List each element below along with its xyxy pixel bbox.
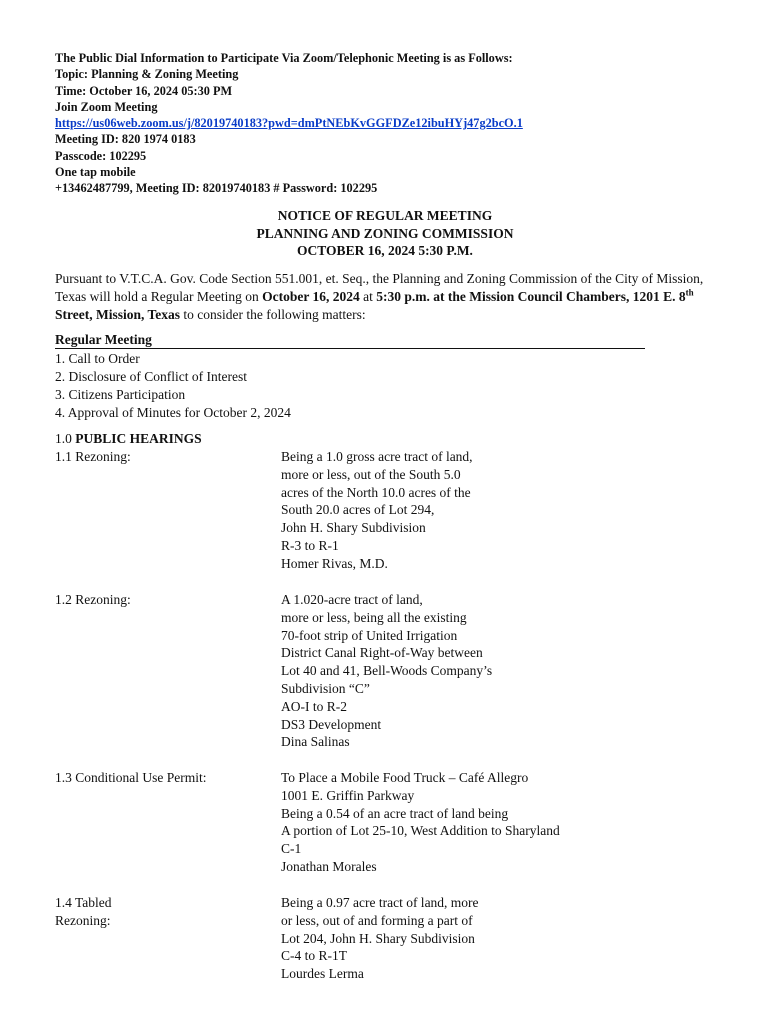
description-line: Being a 0.97 acre tract of land, more (281, 895, 479, 910)
notice-line-1: NOTICE OF REGULAR MEETING (277, 208, 493, 223)
description-line: C-1 (281, 841, 302, 857)
description-line: 70-foot strip of United Irrigation (281, 627, 458, 643)
description-line: South 20.0 acres of Lot 294, (281, 502, 435, 518)
list-item: 4. Approval of Minutes for October 2, 2024 (55, 405, 291, 420)
intro-at: at (359, 289, 377, 305)
description-line: To Place a Mobile Food Truck – Café Allegro (281, 770, 529, 785)
location-text-b: Street, Mission, Texas (55, 307, 181, 323)
description-line: Jonathan Morales (281, 858, 377, 874)
hearing-description (281, 591, 735, 751)
regular-meeting-heading: Regular Meeting (55, 332, 645, 349)
list-item: 3. Citizens Participation (55, 387, 186, 402)
zoom-heading: The Public Dial Information to Participate Via Zoom/Telephonic Meeting is as Follows: (55, 51, 513, 65)
notice-line-2: PLANNING AND ZONING COMMISSION (256, 225, 514, 241)
intro-text-2: to consider the following matters: (180, 307, 366, 323)
regular-meeting-list (55, 350, 645, 422)
public-hearings-title: PUBLIC HEARINGS (75, 431, 202, 446)
join-zoom-label: Join Zoom Meeting (55, 99, 158, 114)
list-item: 2. Disclosure of Conflict of Interest (55, 369, 247, 384)
description-line: District Canal Right-of-Way between (281, 645, 483, 661)
meeting-topic: Topic: Planning & Zoning Meeting (55, 67, 239, 82)
description-line: AO-I to R-2 (281, 698, 347, 714)
hearing-description (281, 769, 735, 876)
hearing-label: 1.3 Conditional Use Permit: (55, 770, 207, 785)
notice-line-3: OCTOBER 16, 2024 5:30 P.M. (297, 243, 473, 259)
description-line: Lourdes Lerma (281, 966, 364, 982)
hearing-description (281, 894, 735, 983)
meeting-time: Time: October 16, 2024 05:30 PM (55, 83, 233, 98)
meeting-id: Meeting ID: 820 1974 0183 (55, 132, 196, 147)
one-tap-label: One tap mobile (55, 165, 136, 180)
description-line: more or less, out of the South 5.0 (281, 466, 461, 482)
description-line: Homer Rivas, M.D. (281, 555, 388, 571)
notice-title (0, 207, 770, 260)
hearing-label: 1.2 Rezoning: (55, 592, 131, 607)
location-superscript: th (685, 287, 694, 298)
list-item: 1. Call to Order (55, 351, 140, 366)
description-line: A 1.020-acre tract of land, (281, 592, 423, 607)
zoom-info-block (55, 50, 523, 197)
description-line: Being a 0.54 of an acre tract of land being (281, 805, 509, 821)
description-line: Lot 204, John H. Shary Subdivision (281, 930, 475, 946)
description-line: C-4 to R-1T (281, 948, 347, 964)
intro-text-1: Pursuant to V.T.C.A. Gov. Code Section 551.001, et. Seq., the Planning and Zoning Commission of the City of Mission, Texas will hold a Regular Meeting on (55, 271, 704, 305)
description-line: A portion of Lot 25-10, West Addition to Sharyland (281, 823, 560, 839)
description-line: John H. Shary Subdivision (281, 520, 426, 536)
zoom-meeting-link[interactable]: https://us06web.zoom.us/j/82019740183?pwd=dmPtNEbKvGGFDZe12ibuHYj47g2bcO.1 (55, 116, 523, 131)
passcode: Passcode: 102295 (55, 148, 147, 163)
description-line: Dina Salinas (281, 734, 350, 750)
description-line: Subdivision “C” (281, 680, 370, 696)
description-line: Lot 40 and 41, Bell-Woods Company’s (281, 663, 493, 679)
public-hearings-number: 1.0 (55, 431, 76, 446)
description-line: or less, out of and forming a part of (281, 912, 473, 928)
location-text-a: 5:30 p.m. at the Mission Council Chambers, 1201 E. 8 (376, 289, 686, 305)
intro-paragraph (55, 270, 720, 325)
one-tap-number: +13462487799, Meeting ID: 82019740183 # Password: 102295 (55, 181, 378, 196)
hearing-description (281, 448, 735, 573)
description-line: 1001 E. Griffin Parkway (281, 787, 415, 803)
regular-meeting-section (55, 332, 645, 422)
hearing-label: 1.1 Rezoning: (55, 449, 131, 464)
description-line: DS3 Development (281, 716, 382, 732)
description-line: acres of the North 10.0 acres of the (281, 484, 471, 500)
public-hearings-heading (55, 430, 202, 448)
hearing-label: 1.4 Tabled Rezoning: (55, 895, 112, 928)
meeting-date: October 16, 2024 (262, 289, 360, 305)
description-line: R-3 to R-1 (281, 537, 339, 553)
description-line: Being a 1.0 gross acre tract of land, (281, 449, 473, 464)
description-line: more or less, being all the existing (281, 609, 467, 625)
